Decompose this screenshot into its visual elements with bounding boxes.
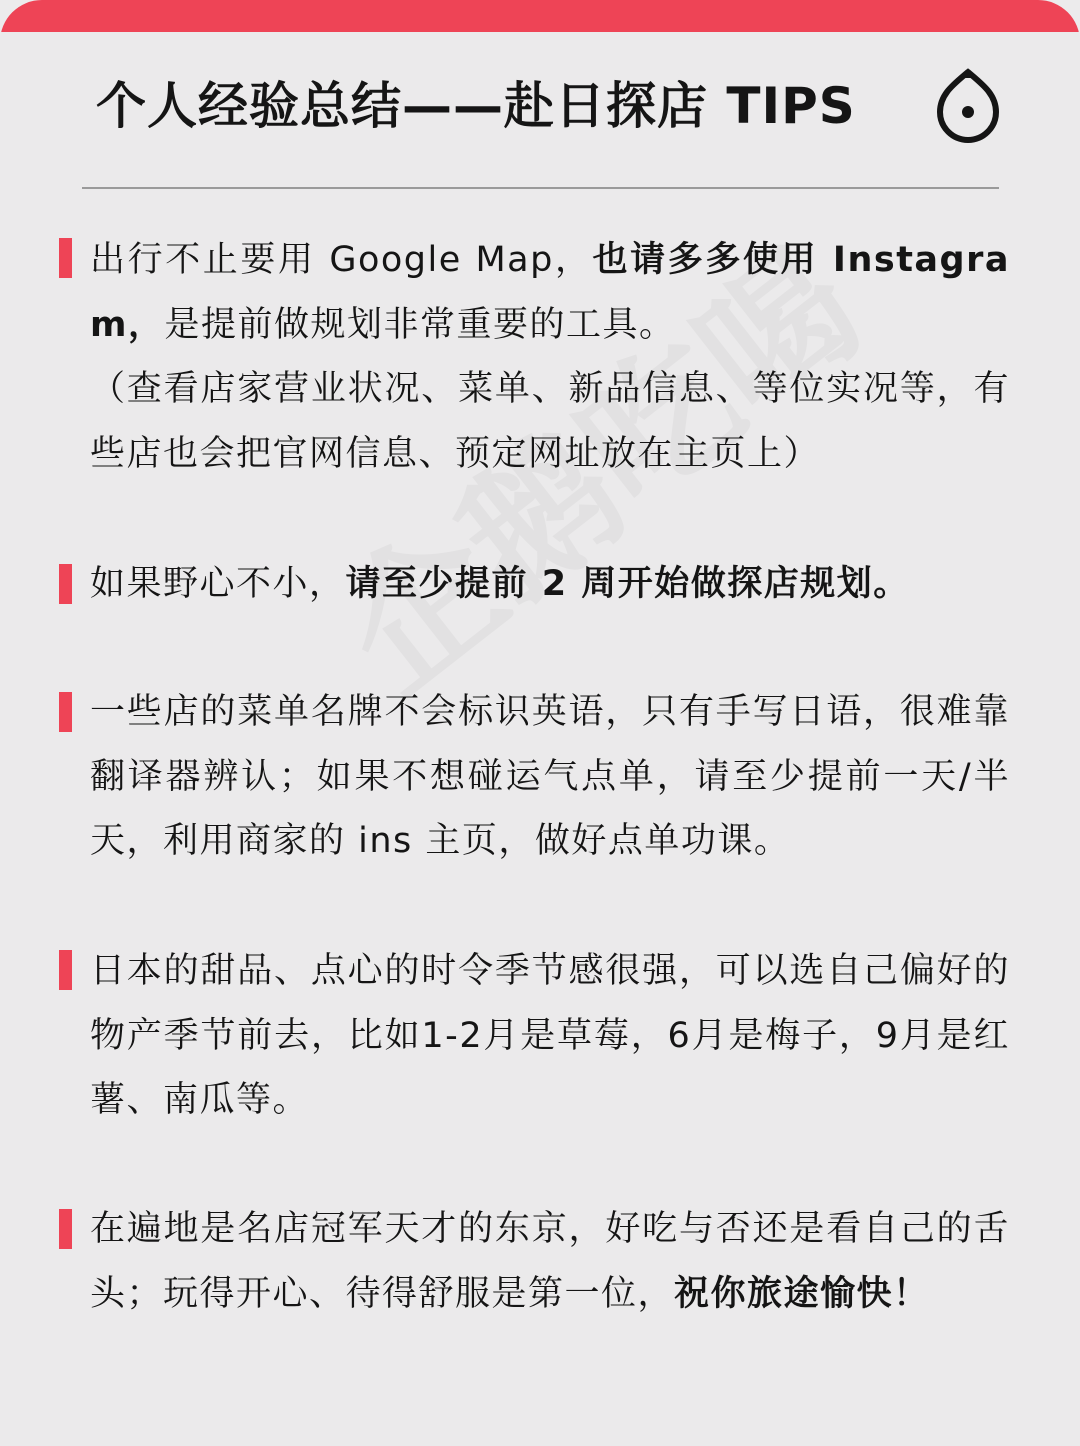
tip-marker	[59, 564, 72, 604]
tip-marker	[59, 1209, 72, 1249]
tip-item-enjoy-trip	[90, 1197, 1010, 1326]
tip-note: （查看店家营业状况、菜单、新品信息、等位实况等，有些店也会把官网信息、预定网址放在主页上）	[90, 369, 1010, 474]
tip-item-menu-language	[90, 680, 1010, 874]
compass-drop-icon	[934, 64, 1002, 144]
tip-marker	[59, 238, 72, 278]
tip-text: 日本的甜品、点心的时令季节感很强，可以选自己偏好的物产季节前去，比如1-2月是草莓，6月是梅子，9月是红薯、南瓜等。	[90, 951, 1010, 1120]
tip-marker	[59, 950, 72, 990]
top-accent-bar	[0, 0, 1080, 32]
tip-marker	[59, 692, 72, 732]
tip-item-google-instagram	[90, 228, 1010, 486]
tip-item-plan-ahead	[90, 552, 1010, 617]
tip-emphasis: 也请多多使用 Instagram，	[90, 240, 1010, 345]
tip-emphasis: 祝你旅途愉快！	[674, 1273, 930, 1314]
tip-text: 出行不止要用 Google Map，	[90, 240, 593, 280]
tip-emphasis: 请至少提前 2 周开始做探店规划。	[345, 564, 910, 604]
tip-text: 一些店的菜单名牌不会标识英语，只有手写日语，很难靠翻译器辨认；如果不想碰运气点单，请至少提前一天/半天，利用商家的 ins 主页，做好点单功课。	[90, 692, 1010, 861]
page-title: 个人经验总结——赴日探店 TIPS	[96, 77, 856, 135]
tip-text: 如果野心不小，	[90, 564, 346, 604]
tip-text: 在遍地是名店冠军天才的东京，好吃与否还是看自己的舌头；玩得开心、待得舒服是第一位，	[90, 1209, 1010, 1314]
tip-text: 是提前做规划非常重要的工具。	[164, 304, 676, 345]
tip-item-seasonal-sweets	[90, 939, 1010, 1133]
title-divider	[82, 187, 999, 189]
